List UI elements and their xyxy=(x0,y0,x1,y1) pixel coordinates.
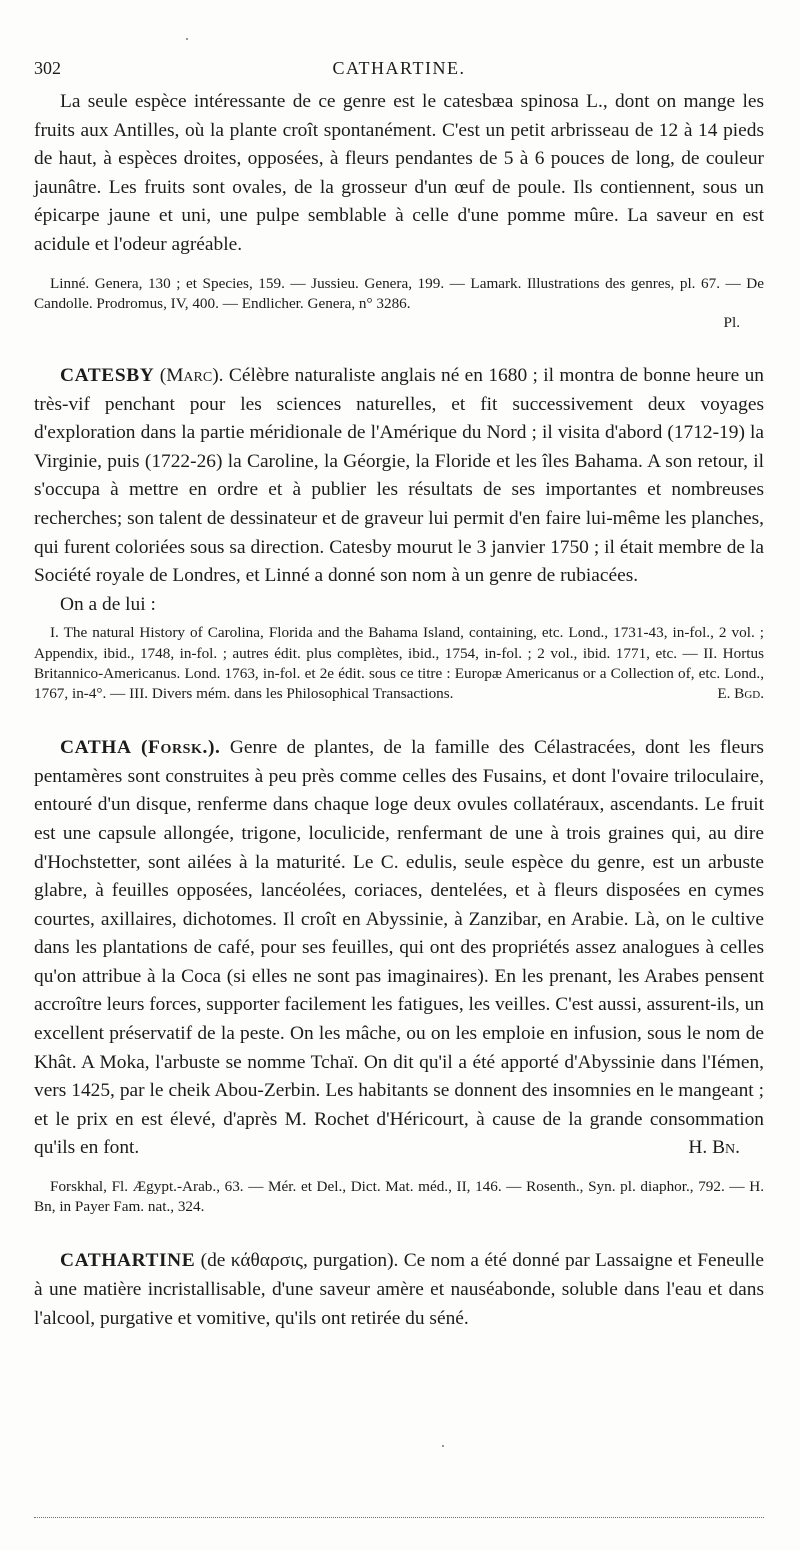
catesby-headword: CATESBY xyxy=(60,364,155,386)
catesby-works-text: I. The natural History of Carolina, Florida and the Bahama Island, containing, etc. Lond., 1731-43, in-fol., 2 vol. ; Appendix, ibid., 1748, in-fol. ; autres édit. plus complètes, ibid., 1754, in-fol. ; 2 vol., ibid. 1771, etc. — II. Hortus Britannico-Americanus. Lond. 1763, in-fol. et 2e édit. sous ce titre : Europæ Americanus or a Collection of, etc. Lond., 1767, in-4°. — III. Divers mém. dans les Philosophical Transactions. xyxy=(34,624,764,702)
catha-text: Genre de plantes, de la famille des Célastracées, dont les fleurs pentamères sont construites à peu près comme celles des Fusains, et dont l'ovaire triloculaire, entouré d'un disque, renferme dans chaque loge deux ovules collatéraux, ascendants. Le fruit est une capsule allongée, trigone, loculicide, renfermant de une à trois graines qui, au dire d'Hochstetter, sont ailées à la maturité. Le C. edulis, seule espèce du genre, est un arbuste glabre, à feuilles opposées, lancéolées, coriaces, dentelées, et à fleurs disposées en cymes courtes, axillaires, dichotomes. Il croît en Abyssinie, à Zanzibar, en Arabie. Là, on le cultive dans les plantations de café, pour ses feuilles, qui ont des propriétés assez analogues à celles qu'on attribue à la Coca (si elles ne sont pas imaginaires). En les prenant, les Arabes pensent accroître leurs forces, supporter facilement les fatigues, les veilles. C'est aussi, assurent-ils, un excellent préservatif de la peste. On les mâche, ou on les emploie en infusion, sous le nom de Khât. A Moka, l'arbuste se nomme Tchaï. On dit qu'il a été apporté d'Abyssinie dans l'Iémen, vers 1425, par le cheik Abou-Zerbin. Les habitants se donnent des insomnies en le mangeant ; et le prix en est élevé, d'après M. Rochet d'Héricourt, à cause de la grande consommation qu'ils en font. xyxy=(34,737,764,1159)
catesby-signature: E. Bgd. xyxy=(717,684,764,702)
catesby-paragraph xyxy=(34,362,764,591)
catha-headword-paren: (Forsk.). xyxy=(140,737,221,759)
ink-speck xyxy=(186,38,188,40)
catesby-works-intro: On a de lui : xyxy=(60,593,156,615)
catha-paragraph xyxy=(34,734,764,1163)
ink-speck xyxy=(442,1445,444,1447)
cathartine-headword: CATHARTINE xyxy=(60,1250,196,1272)
cathartine-paragraph xyxy=(34,1247,764,1333)
catha-references: Forskhal, Fl. Ægypt.-Arab., 63. — Mér. et Del., Dict. Mat. méd., II, 146. — Rosenth., Syn. pl. diaphor., 792. — H. Bn, in Payer Fam. nat., 324. xyxy=(34,1178,764,1216)
catha-signature: H. Bn. xyxy=(688,1137,740,1159)
article-catesby xyxy=(34,362,764,704)
catesbaea-paragraph: La seule espèce intéressante de ce genre est le catesbæa spinosa L., dont on mange les fruits aux Antilles, où la plante croît spontanément. C'est un petit arbrisseau de 12 à 14 pieds de haut, à espèces droites, opposées, à fleurs pendantes de 5 à 6 pouces de long, de couleur jaunâtre. Les fruits sont ovales, de la grosseur d'un œuf de poule. Ils contiennent, sous un épicarpe jaune et uni, une pulpe semblable à celle d'une pomme mûre. La saveur en est acidule et l'odeur agréable. xyxy=(34,91,764,255)
article-catha xyxy=(34,734,764,1217)
cathartine-text: (de κάθαρσις, purgation). Ce nom a été donné par Lassaigne et Feneulle à une matière incristallisable, d'une saveur amère et nauséabonde, soluble dans l'eau et dans l'alcool, purgative et vomitive, qu'ils ont retirée du séné. xyxy=(34,1250,764,1329)
catesby-works-list xyxy=(34,623,764,704)
running-title: CATHARTINE. xyxy=(332,58,466,78)
catha-headword: CATHA xyxy=(60,737,132,759)
article-cathartine xyxy=(34,1247,764,1333)
catesby-text: Célèbre naturaliste anglais né en 1680 ; il montra de bonne heure un très-vif penchant pour les sciences naturelles, et fit successivement deux voyages d'exploration dans la partie méridionale de l'Amérique du Nord ; il visita d'abord (1712-19) la Virginie, puis (1722-26) la Caroline, la Géorgie, la Floride et les îles Bahama. A son retour, il s'occupa à mettre en ordre et à publier les résultats de ses importantes et nombreuses recherches; son talent de dessinateur et de graveur lui permit d'en faire lui-même les planches, qui furent coloriées sous sa direction. Catesby mourut le 3 janvier 1750 ; il était membre de la Société royale de Londres, et Linné a donné son nom à un genre de rubiacées. xyxy=(34,364,764,587)
catesbaea-signature: Pl. xyxy=(723,313,740,331)
running-head xyxy=(34,58,764,88)
catesbaea-references: Linné. Genera, 130 ; et Species, 159. — Jussieu. Genera, 199. — Lamark. Illustrations des genres, pl. 67. — De Candolle. Prodromus, IV, 400. — Endlicher. Genera, n° 3286. xyxy=(34,274,764,312)
page-number: 302 xyxy=(34,58,61,78)
bottom-dotted-rule xyxy=(34,1517,764,1518)
catesby-headword-paren: (Marc). xyxy=(159,364,224,386)
